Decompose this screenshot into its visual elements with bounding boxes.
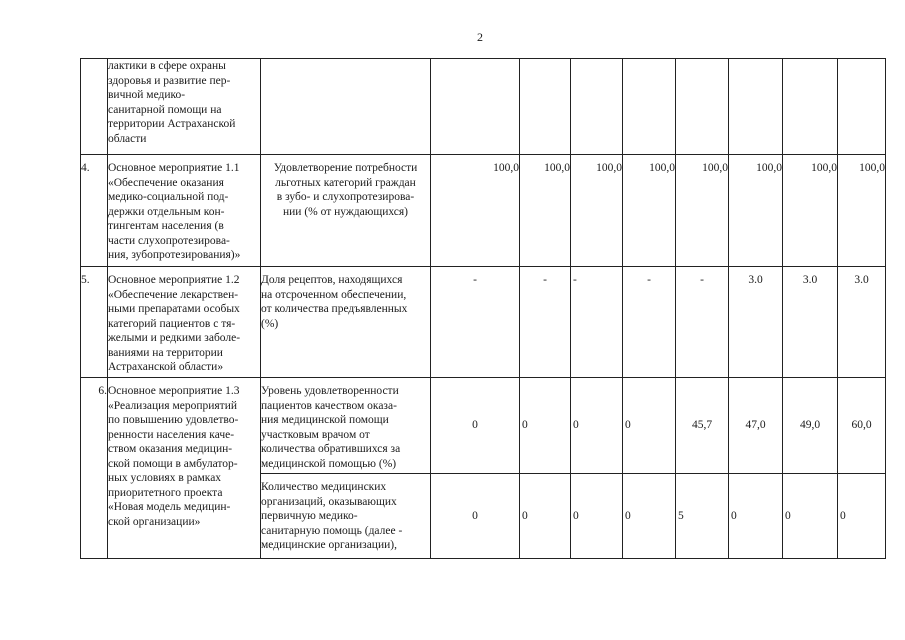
value-cell: 47,0 [729, 378, 783, 474]
value-cell: - [676, 267, 729, 378]
page-number: 2 [477, 30, 483, 44]
value-cell: - [520, 267, 571, 378]
value-cell: 100,0 [623, 155, 676, 267]
indicator-name: Доля рецептов, находящихся на отсроченном обеспечении, от количества предъявленных (%) [261, 267, 431, 378]
indicator-name: Удовлетворение потребности льготных категорий граждан в зубо- и слухопротезирова- нии (% от нуждающихся) [261, 155, 431, 267]
value-cell [571, 59, 623, 155]
value-cell: 0 [431, 474, 520, 559]
event-description: лактики в сфере охраны здоровья и развитие пер- вичной медико- санитарной помощи на территории Астраханской области [108, 59, 261, 155]
value-cell: 3.0 [838, 267, 886, 378]
indicator-name: Уровень удовлетворенности пациентов качеством оказа- ния медицинской помощи участковым врачом от количества обратившихся за медицинской помощью (%) [261, 378, 431, 474]
value-cell: 0 [431, 378, 520, 474]
value-cell [838, 59, 886, 155]
value-cell: 0 [783, 474, 838, 559]
event-description: Основное мероприятие 1.1 «Обеспечение оказания медико-социальной под- держки отдельным кон- тингентам населения (в части слухопротезирова- ния, зубопротезирования)» [108, 155, 261, 267]
value-cell: 3.0 [783, 267, 838, 378]
value-cell [783, 59, 838, 155]
event-description: Основное мероприятие 1.3 «Реализация мероприятий по повышению удовлетво- ренности населения каче- ством оказания медицин- ской помощи в амбулатор- ных условиях в рамках приоритетного проекта «Новая модель медицин- ской организации» [108, 378, 261, 559]
value-cell: 100,0 [783, 155, 838, 267]
program-indicators-table [80, 58, 886, 559]
value-cell: 0 [520, 378, 571, 474]
value-cell: - [623, 267, 676, 378]
value-cell: 100,0 [571, 155, 623, 267]
indicator-name [261, 59, 431, 155]
row-number: 5. [81, 267, 108, 378]
table-row [81, 267, 886, 378]
value-cell: 0 [520, 474, 571, 559]
value-cell: - [431, 267, 520, 378]
value-cell: 0 [838, 474, 886, 559]
table-row [81, 155, 886, 267]
value-cell [676, 59, 729, 155]
value-cell [520, 59, 571, 155]
table-row [81, 378, 886, 474]
value-cell: 49,0 [783, 378, 838, 474]
row-number [81, 59, 108, 155]
value-cell: 3.0 [729, 267, 783, 378]
value-cell: 0 [571, 378, 623, 474]
value-cell: 0 [571, 474, 623, 559]
row-number: 6. [81, 378, 108, 559]
value-cell: 0 [729, 474, 783, 559]
table-row [81, 59, 886, 155]
value-cell: 100,0 [838, 155, 886, 267]
value-cell: 100,0 [676, 155, 729, 267]
value-cell: 0 [623, 378, 676, 474]
value-cell [431, 59, 520, 155]
value-cell: 45,7 [676, 378, 729, 474]
value-cell: 0 [623, 474, 676, 559]
event-description: Основное мероприятие 1.2 «Обеспечение лекарствен- ными препаратами особых категорий пациентов с тя- желыми и редкими заболе- ваниями на территории Астраханской области» [108, 267, 261, 378]
indicator-name: Количество медицинских организаций, оказывающих первичную медико- санитарную помощь (далее - медицинские организации), [261, 474, 431, 559]
value-cell: 5 [676, 474, 729, 559]
value-cell [729, 59, 783, 155]
value-cell: 60,0 [838, 378, 886, 474]
value-cell: 100,0 [520, 155, 571, 267]
value-cell [623, 59, 676, 155]
value-cell: - [571, 267, 623, 378]
value-cell: 100,0 [729, 155, 783, 267]
value-cell: 100,0 [431, 155, 520, 267]
row-number: 4. [81, 155, 108, 267]
